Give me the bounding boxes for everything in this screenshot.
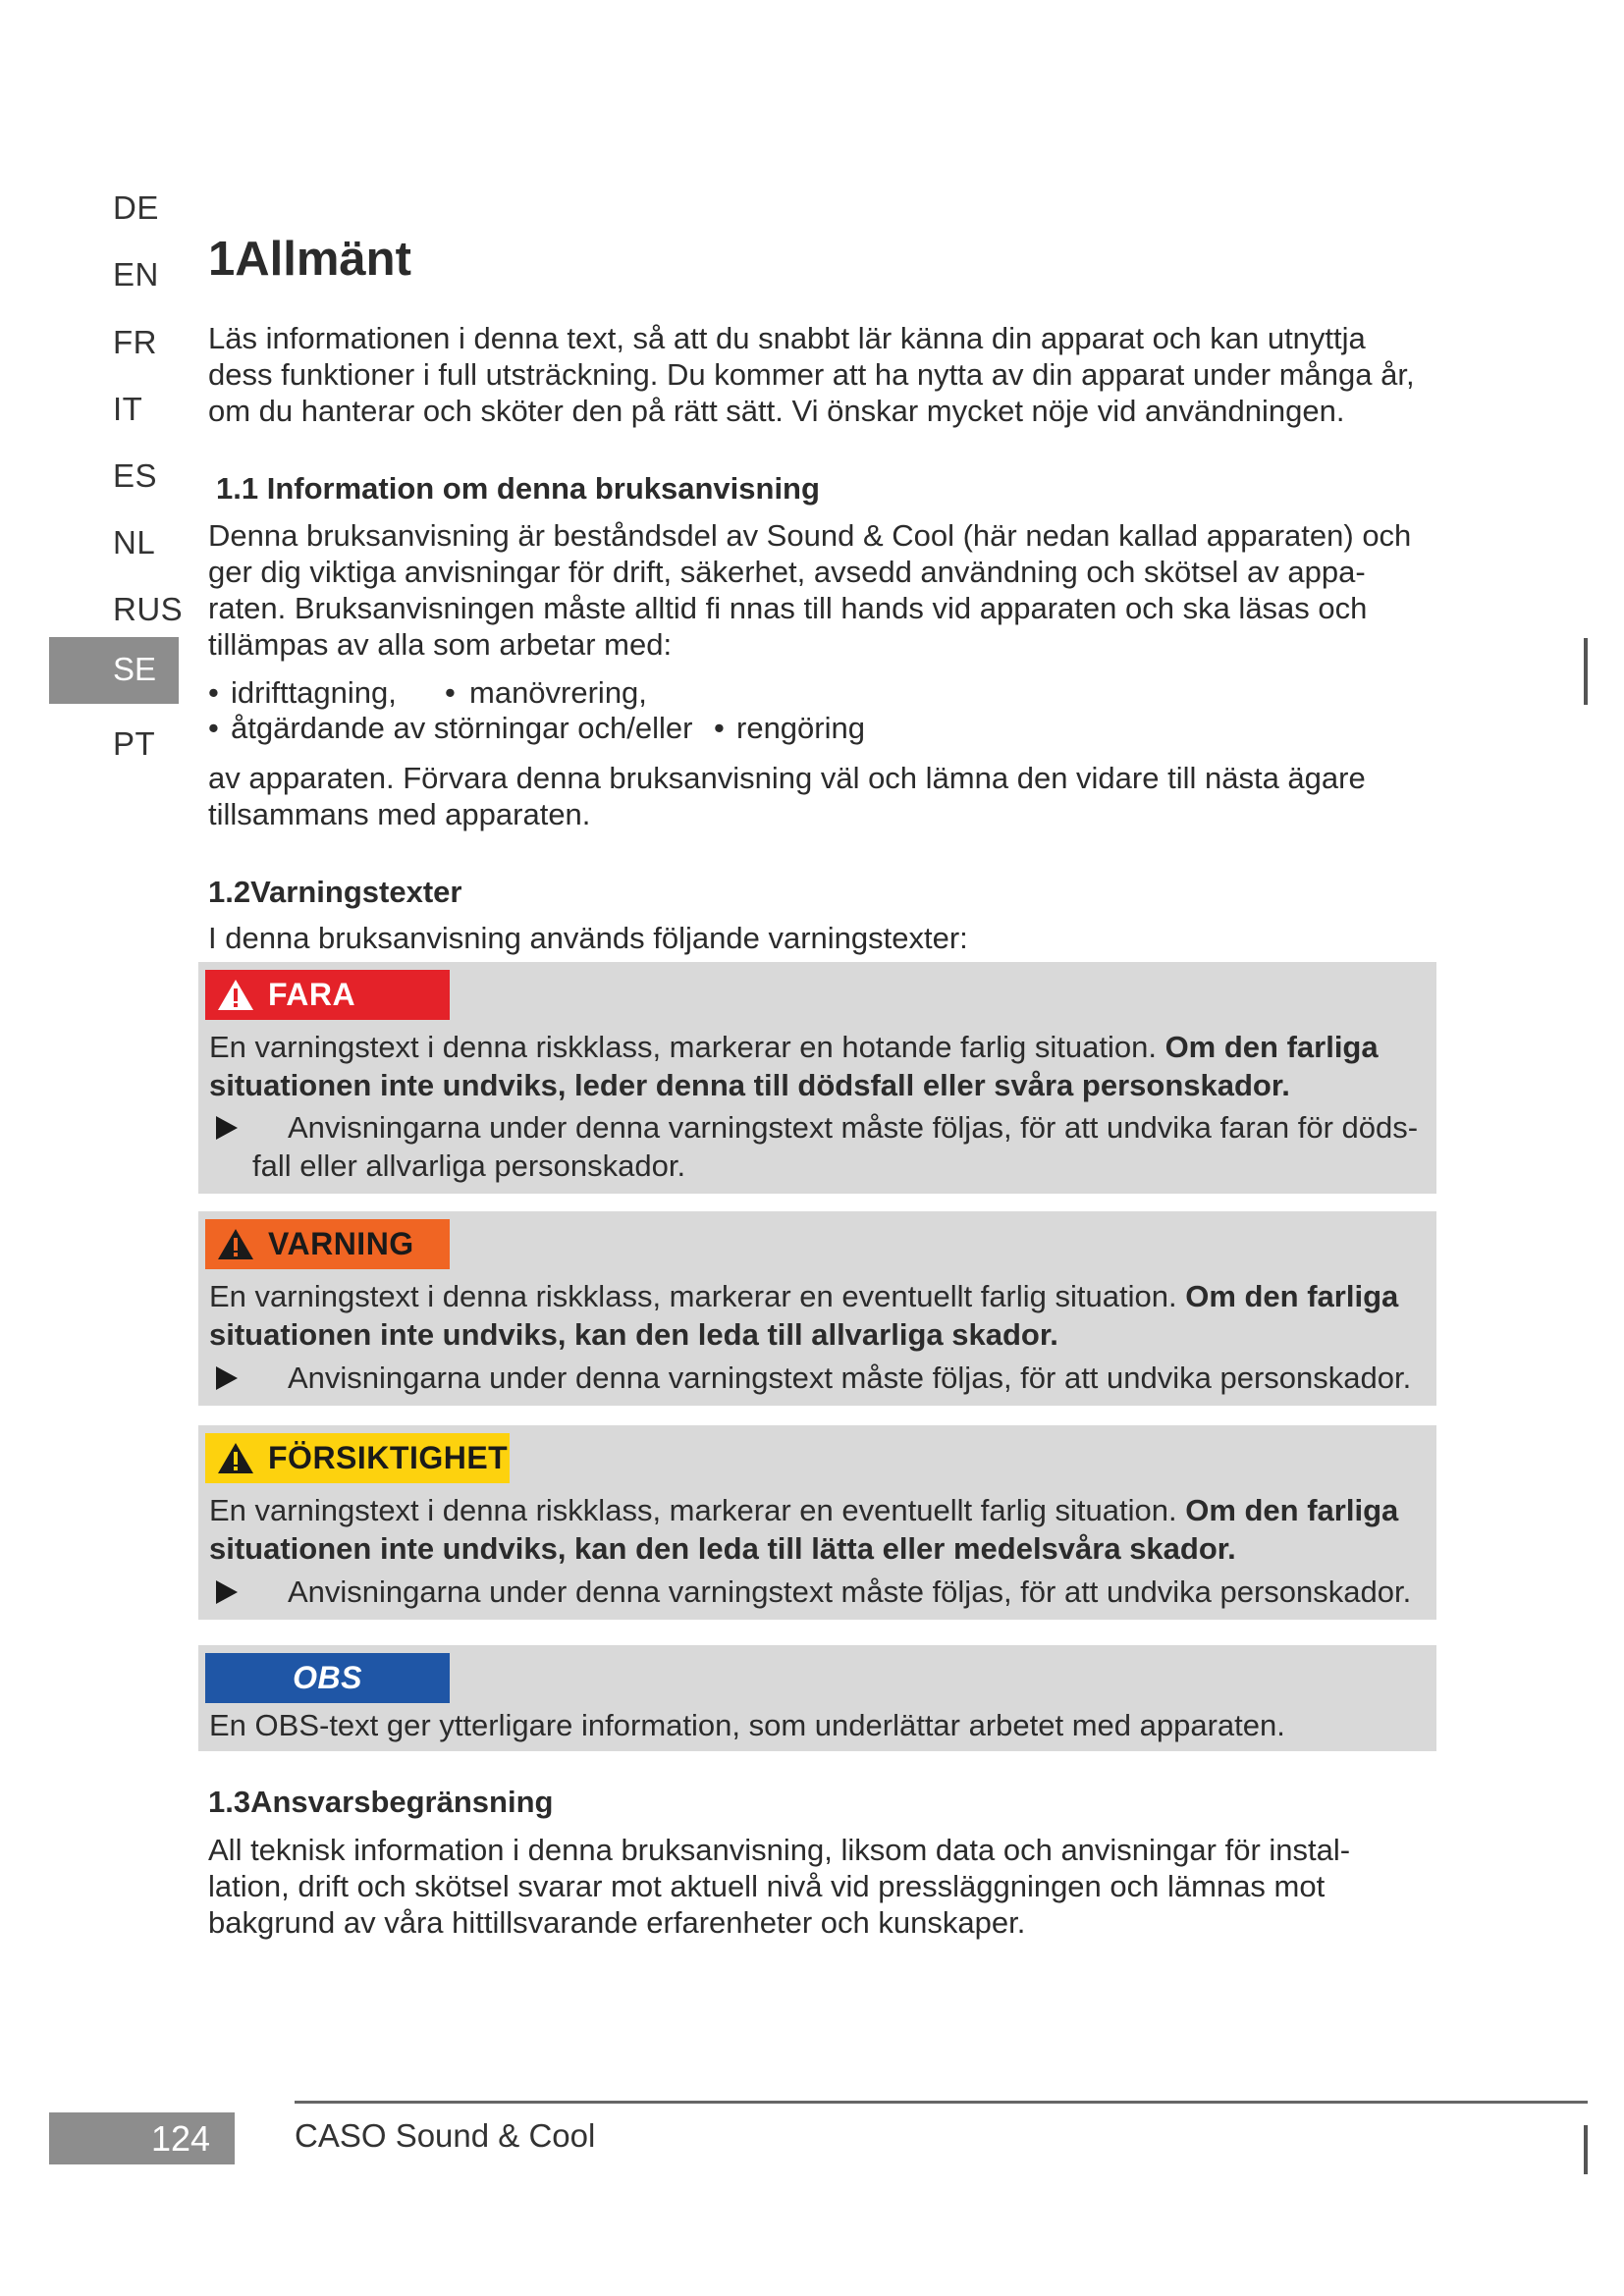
warning-text-normal: En varningstext i denna riskklass, markerar en eventuellt farlig situation.	[209, 1493, 1186, 1527]
warning-text-bold: situationen inte undviks, kan den leda till lätta eller medelsvåra skador.	[209, 1531, 1236, 1566]
sub3-line: lation, drift och skötsel svarar mot aktuell nivå vid pressläggningen och lämnas mot	[208, 1869, 1326, 1903]
page-number: 124	[151, 2118, 211, 2159]
warning-text	[209, 1028, 1379, 1104]
subsection-heading-1-3: 1.3Ansvarsbegränsning	[208, 1785, 554, 1819]
sub3-line: bakgrund av våra hittillsvarande erfarenheter och kunskaper.	[208, 1905, 1026, 1940]
warning-text-normal: En varningstext i denna riskklass, markerar en hotande farlig situation.	[209, 1030, 1165, 1064]
arrow-right-icon	[216, 1366, 238, 1390]
sub3-line: All teknisk information i denna bruksanvisning, liksom data och anvisningar för instal-	[208, 1833, 1351, 1867]
warning-text-bold: Om den farliga	[1164, 1030, 1379, 1064]
warning-text-bold: situationen inte undviks, leder denna till dödsfall eller svåra personskador.	[209, 1068, 1290, 1102]
warning-instruction: Anvisningarna under denna varningstext måste följas, för att undvika personskador.	[288, 1575, 1412, 1609]
warning-label-text: FARA	[268, 977, 356, 1012]
note-label-text: OBS	[293, 1660, 362, 1695]
footer-product-name: CASO Sound & Cool	[295, 2117, 596, 2154]
sub1-line: raten. Bruksanvisningen måste alltid fi nnas till hands vid apparaten och ska läsas och	[208, 591, 1368, 625]
warning-text-bold: Om den farliga	[1185, 1493, 1399, 1527]
lang-de[interactable]: DE	[113, 189, 159, 226]
arrow-right-icon	[216, 1580, 238, 1604]
sub1-line: tillämpas av alla som arbetar med:	[208, 627, 673, 662]
warning-box-fara	[198, 962, 1436, 1194]
sub1-line: ger dig viktiga anvisningar för drift, säkerhet, avsedd användning och skötsel av appa-	[208, 555, 1366, 589]
bullet-item: manövrering,	[469, 675, 647, 710]
note-text: En OBS-text ger ytterligare information, som underlättar arbetet med apparaten.	[209, 1708, 1285, 1742]
intro-line: om du hanterar och sköter den på rätt sätt. Vi önskar mycket nöje vid användningen.	[208, 394, 1345, 428]
warning-label-forsiktighet	[205, 1433, 510, 1483]
sub3-paragraph	[208, 1832, 1350, 1941]
bullet-dot: •	[208, 711, 219, 745]
sub2-intro: I denna bruksanvisning används följande varningstexter:	[208, 921, 968, 955]
intro-paragraph	[208, 320, 1415, 429]
warning-label-text: VARNING	[268, 1226, 414, 1261]
note-label-obs	[205, 1653, 450, 1703]
margin-mark-bottom	[1584, 2125, 1588, 2174]
lang-se-active[interactable]	[49, 637, 179, 704]
subsection-heading-1-1: 1.1 Information om denna bruksanvisning	[216, 471, 820, 506]
bullet-item: idrifttagning,	[231, 675, 397, 710]
warning-instruction: Anvisningarna under denna varningstext måste följas, för att undvika personskador.	[288, 1361, 1412, 1395]
bullet-dot: •	[208, 675, 219, 710]
note-box-obs	[198, 1645, 1436, 1751]
lang-en[interactable]: EN	[113, 256, 159, 293]
warning-box-forsiktighet	[198, 1425, 1436, 1620]
warning-triangle-icon	[217, 1442, 254, 1474]
intro-line: dess funktioner i full utsträckning. Du kommer att ha nytta av din apparat under många år,	[208, 357, 1415, 392]
lang-fr[interactable]: FR	[113, 324, 157, 360]
warning-instruction: Anvisningarna under denna varningstext måste följas, för att undvika faran för döds-	[288, 1110, 1419, 1145]
lang-it[interactable]: IT	[113, 391, 143, 427]
lang-pt[interactable]: PT	[113, 725, 156, 762]
warning-label-fara	[205, 970, 450, 1020]
lang-nl[interactable]: NL	[113, 524, 156, 561]
section-title: 1Allmänt	[208, 233, 411, 286]
arrow-right-icon	[216, 1116, 238, 1140]
sub1-paragraph	[208, 517, 1411, 663]
sub1-after-line: tillsammans med apparaten.	[208, 797, 591, 831]
bullet-dot: •	[714, 711, 725, 745]
warning-text-bold: situationen inte undviks, kan den leda till allvarliga skador.	[209, 1317, 1058, 1352]
sub1-after-paragraph	[208, 760, 1366, 832]
warning-instruction: fall eller allvarliga personskador.	[252, 1148, 686, 1183]
lang-se-label: SE	[113, 651, 157, 687]
warning-box-varning	[198, 1211, 1436, 1406]
footer-divider	[295, 2101, 1588, 2104]
lang-rus[interactable]: RUS	[113, 591, 184, 627]
warning-label-text: FÖRSIKTIGHET	[268, 1440, 509, 1475]
sub1-after-line: av apparaten. Förvara denna bruksanvisning väl och lämna den vidare till nästa ägare	[208, 761, 1366, 795]
warning-triangle-icon	[217, 1228, 254, 1260]
warning-text	[209, 1277, 1398, 1354]
warning-label-varning	[205, 1219, 450, 1269]
lang-es[interactable]: ES	[113, 457, 158, 494]
warning-text	[209, 1491, 1398, 1568]
intro-line: Läs informationen i denna text, så att du snabbt lär känna din apparat och kan utnyttja	[208, 321, 1366, 355]
bullet-item: åtgärdande av störningar och/eller	[231, 711, 693, 745]
warning-text-normal: En varningstext i denna riskklass, markerar en eventuellt farlig situation.	[209, 1279, 1186, 1313]
subsection-heading-1-2: 1.2Varningstexter	[208, 875, 462, 909]
bullet-item: rengöring	[736, 711, 865, 745]
page-number-badge	[49, 2112, 235, 2164]
warning-text-bold: Om den farliga	[1185, 1279, 1399, 1313]
sub1-line: Denna bruksanvisning är beståndsdel av Sound & Cool (här nedan kallad apparaten) och	[208, 518, 1412, 553]
warning-triangle-icon	[217, 979, 254, 1011]
bullet-dot: •	[445, 675, 456, 710]
margin-mark-top	[1584, 638, 1588, 705]
